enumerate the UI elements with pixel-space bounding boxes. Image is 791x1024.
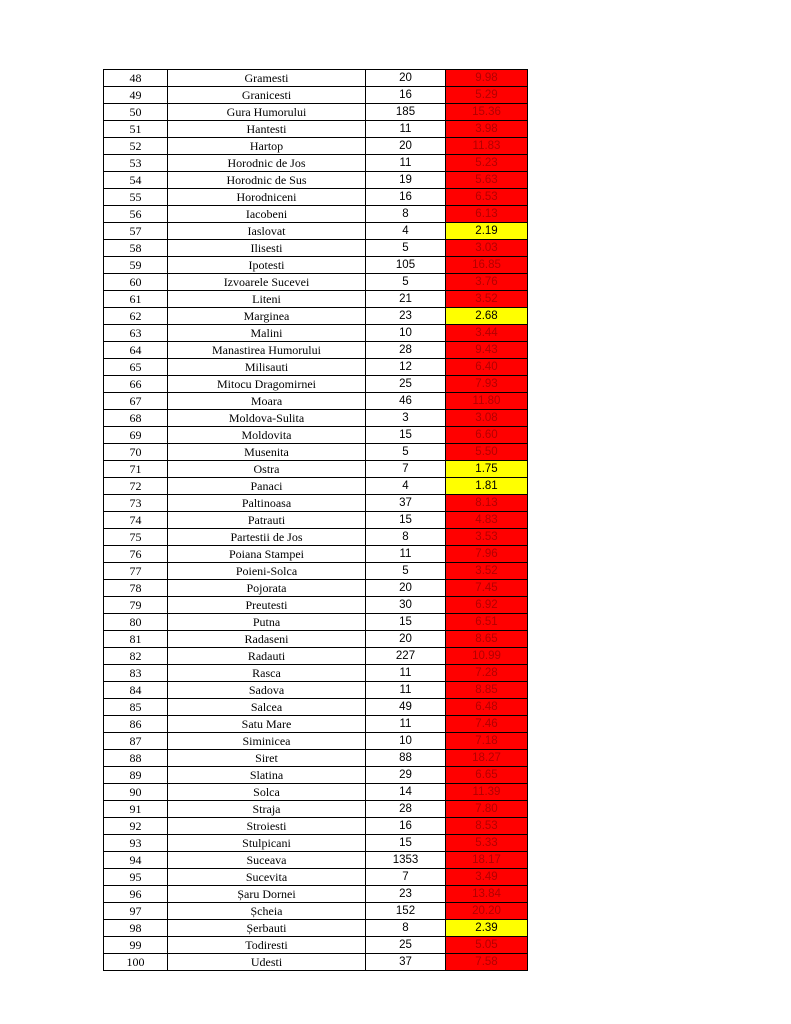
case-count-cell: 5 <box>366 240 446 257</box>
row-index-cell: 68 <box>104 410 168 427</box>
locality-name-cell: Manastirea Humorului <box>168 342 366 359</box>
incidence-rate-cell: 6.92 <box>446 597 528 614</box>
table-row <box>104 206 528 223</box>
row-index-cell: 98 <box>104 920 168 937</box>
row-index-cell: 97 <box>104 903 168 920</box>
locality-name-cell: Hartop <box>168 138 366 155</box>
incidence-rate-cell: 3.76 <box>446 274 528 291</box>
incidence-rate-cell: 2.39 <box>446 920 528 937</box>
incidence-rate-cell: 11.39 <box>446 784 528 801</box>
row-index-cell: 61 <box>104 291 168 308</box>
table-row <box>104 427 528 444</box>
case-count-cell: 11 <box>366 155 446 172</box>
row-index-cell: 69 <box>104 427 168 444</box>
case-count-cell: 16 <box>366 189 446 206</box>
case-count-cell: 8 <box>366 206 446 223</box>
case-count-cell: 20 <box>366 138 446 155</box>
case-count-cell: 15 <box>366 427 446 444</box>
locality-name-cell: Partestii de Jos <box>168 529 366 546</box>
table-row <box>104 189 528 206</box>
row-index-cell: 83 <box>104 665 168 682</box>
incidence-rate-cell: 3.08 <box>446 410 528 427</box>
case-count-cell: 5 <box>366 444 446 461</box>
incidence-rate-cell: 7.45 <box>446 580 528 597</box>
case-count-cell: 7 <box>366 869 446 886</box>
case-count-cell: 37 <box>366 495 446 512</box>
table-row <box>104 461 528 478</box>
locality-name-cell: Malini <box>168 325 366 342</box>
table-row <box>104 308 528 325</box>
row-index-cell: 94 <box>104 852 168 869</box>
incidence-rate-cell: 3.03 <box>446 240 528 257</box>
locality-name-cell: Musenita <box>168 444 366 461</box>
incidence-rate-cell: 8.65 <box>446 631 528 648</box>
table-row <box>104 359 528 376</box>
row-index-cell: 82 <box>104 648 168 665</box>
row-index-cell: 66 <box>104 376 168 393</box>
table-row <box>104 325 528 342</box>
case-count-cell: 25 <box>366 937 446 954</box>
table-row <box>104 869 528 886</box>
incidence-rate-cell: 6.53 <box>446 189 528 206</box>
incidence-rate-cell: 8.13 <box>446 495 528 512</box>
row-index-cell: 70 <box>104 444 168 461</box>
case-count-cell: 3 <box>366 410 446 427</box>
table-row <box>104 410 528 427</box>
row-index-cell: 57 <box>104 223 168 240</box>
locality-name-cell: Moara <box>168 393 366 410</box>
incidence-rate-cell: 4.83 <box>446 512 528 529</box>
incidence-rate-cell: 6.48 <box>446 699 528 716</box>
table-row <box>104 529 528 546</box>
table-row <box>104 478 528 495</box>
case-count-cell: 11 <box>366 716 446 733</box>
locality-name-cell: Panaci <box>168 478 366 495</box>
incidence-rate-cell: 1.81 <box>446 478 528 495</box>
case-count-cell: 25 <box>366 376 446 393</box>
row-index-cell: 88 <box>104 750 168 767</box>
case-count-cell: 28 <box>366 801 446 818</box>
table-row <box>104 767 528 784</box>
incidence-rate-cell: 7.46 <box>446 716 528 733</box>
case-count-cell: 8 <box>366 529 446 546</box>
incidence-rate-cell: 7.80 <box>446 801 528 818</box>
incidence-rate-cell: 3.53 <box>446 529 528 546</box>
table-row <box>104 886 528 903</box>
row-index-cell: 78 <box>104 580 168 597</box>
locality-name-cell: Izvoarele Sucevei <box>168 274 366 291</box>
locality-name-cell: Rasca <box>168 665 366 682</box>
incidence-rate-cell: 8.53 <box>446 818 528 835</box>
row-index-cell: 85 <box>104 699 168 716</box>
locality-name-cell: Liteni <box>168 291 366 308</box>
incidence-rate-cell: 3.52 <box>446 291 528 308</box>
locality-name-cell: Moldovita <box>168 427 366 444</box>
table-row <box>104 240 528 257</box>
case-count-cell: 30 <box>366 597 446 614</box>
row-index-cell: 80 <box>104 614 168 631</box>
row-index-cell: 64 <box>104 342 168 359</box>
case-count-cell: 46 <box>366 393 446 410</box>
table-row <box>104 784 528 801</box>
case-count-cell: 5 <box>366 274 446 291</box>
case-count-cell: 152 <box>366 903 446 920</box>
row-index-cell: 75 <box>104 529 168 546</box>
row-index-cell: 89 <box>104 767 168 784</box>
table-row <box>104 70 528 87</box>
row-index-cell: 67 <box>104 393 168 410</box>
case-count-cell: 20 <box>366 70 446 87</box>
locality-name-cell: Șcheia <box>168 903 366 920</box>
case-count-cell: 1353 <box>366 852 446 869</box>
table-row <box>104 291 528 308</box>
case-count-cell: 11 <box>366 546 446 563</box>
row-index-cell: 100 <box>104 954 168 971</box>
row-index-cell: 71 <box>104 461 168 478</box>
case-count-cell: 14 <box>366 784 446 801</box>
case-count-cell: 19 <box>366 172 446 189</box>
row-index-cell: 55 <box>104 189 168 206</box>
incidence-rate-cell: 2.19 <box>446 223 528 240</box>
case-count-cell: 10 <box>366 325 446 342</box>
row-index-cell: 79 <box>104 597 168 614</box>
table-row <box>104 852 528 869</box>
table-row <box>104 512 528 529</box>
locality-name-cell: Mitocu Dragomirnei <box>168 376 366 393</box>
table-row <box>104 444 528 461</box>
locality-name-cell: Putna <box>168 614 366 631</box>
locality-name-cell: Slatina <box>168 767 366 784</box>
incidence-rate-cell: 9.43 <box>446 342 528 359</box>
locality-name-cell: Ilisesti <box>168 240 366 257</box>
case-count-cell: 15 <box>366 512 446 529</box>
localities-table <box>103 69 528 971</box>
locality-name-cell: Udesti <box>168 954 366 971</box>
table-row <box>104 682 528 699</box>
table-row <box>104 172 528 189</box>
incidence-rate-cell: 7.18 <box>446 733 528 750</box>
locality-name-cell: Iacobeni <box>168 206 366 223</box>
table-row <box>104 920 528 937</box>
incidence-rate-cell: 3.49 <box>446 869 528 886</box>
locality-name-cell: Șerbauti <box>168 920 366 937</box>
incidence-rate-cell: 5.63 <box>446 172 528 189</box>
incidence-rate-cell: 6.13 <box>446 206 528 223</box>
row-index-cell: 72 <box>104 478 168 495</box>
incidence-rate-cell: 5.29 <box>446 87 528 104</box>
row-index-cell: 87 <box>104 733 168 750</box>
table-row <box>104 104 528 121</box>
incidence-rate-cell: 7.96 <box>446 546 528 563</box>
row-index-cell: 90 <box>104 784 168 801</box>
incidence-rate-cell: 20.20 <box>446 903 528 920</box>
table-row <box>104 614 528 631</box>
table-row <box>104 376 528 393</box>
incidence-rate-cell: 15.36 <box>446 104 528 121</box>
incidence-rate-cell: 5.50 <box>446 444 528 461</box>
row-index-cell: 54 <box>104 172 168 189</box>
row-index-cell: 93 <box>104 835 168 852</box>
locality-name-cell: Stulpicani <box>168 835 366 852</box>
row-index-cell: 95 <box>104 869 168 886</box>
incidence-rate-cell: 18.27 <box>446 750 528 767</box>
row-index-cell: 77 <box>104 563 168 580</box>
table-row <box>104 631 528 648</box>
incidence-rate-cell: 7.58 <box>446 954 528 971</box>
locality-name-cell: Moldova-Sulita <box>168 410 366 427</box>
locality-name-cell: Patrauti <box>168 512 366 529</box>
locality-name-cell: Sadova <box>168 682 366 699</box>
locality-name-cell: Radauti <box>168 648 366 665</box>
locality-name-cell: Horodnic de Sus <box>168 172 366 189</box>
table-row <box>104 87 528 104</box>
table-row <box>104 937 528 954</box>
locality-name-cell: Salcea <box>168 699 366 716</box>
locality-name-cell: Stroiesti <box>168 818 366 835</box>
table-row <box>104 546 528 563</box>
case-count-cell: 21 <box>366 291 446 308</box>
case-count-cell: 5 <box>366 563 446 580</box>
row-index-cell: 74 <box>104 512 168 529</box>
incidence-rate-cell: 7.28 <box>446 665 528 682</box>
case-count-cell: 88 <box>366 750 446 767</box>
row-index-cell: 62 <box>104 308 168 325</box>
row-index-cell: 52 <box>104 138 168 155</box>
row-index-cell: 65 <box>104 359 168 376</box>
case-count-cell: 28 <box>366 342 446 359</box>
incidence-rate-cell: 13.84 <box>446 886 528 903</box>
row-index-cell: 48 <box>104 70 168 87</box>
row-index-cell: 60 <box>104 274 168 291</box>
case-count-cell: 4 <box>366 223 446 240</box>
incidence-rate-cell: 11.83 <box>446 138 528 155</box>
case-count-cell: 7 <box>366 461 446 478</box>
incidence-rate-cell: 16.85 <box>446 257 528 274</box>
table-body <box>104 70 528 971</box>
case-count-cell: 20 <box>366 580 446 597</box>
incidence-rate-cell: 1.75 <box>446 461 528 478</box>
incidence-rate-cell: 2.68 <box>446 308 528 325</box>
row-index-cell: 49 <box>104 87 168 104</box>
table-row <box>104 563 528 580</box>
row-index-cell: 91 <box>104 801 168 818</box>
table-row <box>104 138 528 155</box>
case-count-cell: 23 <box>366 308 446 325</box>
table-row <box>104 750 528 767</box>
row-index-cell: 86 <box>104 716 168 733</box>
locality-name-cell: Paltinoasa <box>168 495 366 512</box>
case-count-cell: 227 <box>366 648 446 665</box>
incidence-rate-cell: 11.80 <box>446 393 528 410</box>
locality-name-cell: Gramesti <box>168 70 366 87</box>
row-index-cell: 96 <box>104 886 168 903</box>
incidence-rate-cell: 3.44 <box>446 325 528 342</box>
locality-name-cell: Iaslovat <box>168 223 366 240</box>
locality-name-cell: Horodnic de Jos <box>168 155 366 172</box>
row-index-cell: 76 <box>104 546 168 563</box>
case-count-cell: 23 <box>366 886 446 903</box>
case-count-cell: 10 <box>366 733 446 750</box>
table-row <box>104 699 528 716</box>
table-row <box>104 835 528 852</box>
case-count-cell: 11 <box>366 682 446 699</box>
row-index-cell: 99 <box>104 937 168 954</box>
incidence-rate-cell: 6.60 <box>446 427 528 444</box>
table-row <box>104 733 528 750</box>
locality-name-cell: Gura Humorului <box>168 104 366 121</box>
table-row <box>104 155 528 172</box>
incidence-rate-cell: 18.17 <box>446 852 528 869</box>
locality-name-cell: Todiresti <box>168 937 366 954</box>
incidence-rate-cell: 10.99 <box>446 648 528 665</box>
row-index-cell: 50 <box>104 104 168 121</box>
case-count-cell: 12 <box>366 359 446 376</box>
locality-name-cell: Straja <box>168 801 366 818</box>
table-row <box>104 393 528 410</box>
locality-name-cell: Solca <box>168 784 366 801</box>
case-count-cell: 185 <box>366 104 446 121</box>
row-index-cell: 73 <box>104 495 168 512</box>
case-count-cell: 20 <box>366 631 446 648</box>
incidence-rate-cell: 8.85 <box>446 682 528 699</box>
case-count-cell: 16 <box>366 818 446 835</box>
row-index-cell: 84 <box>104 682 168 699</box>
locality-name-cell: Siret <box>168 750 366 767</box>
locality-name-cell: Siminicea <box>168 733 366 750</box>
case-count-cell: 15 <box>366 835 446 852</box>
incidence-rate-cell: 5.33 <box>446 835 528 852</box>
locality-name-cell: Poieni-Solca <box>168 563 366 580</box>
locality-name-cell: Radaseni <box>168 631 366 648</box>
row-index-cell: 51 <box>104 121 168 138</box>
incidence-rate-cell: 3.52 <box>446 563 528 580</box>
table-row <box>104 903 528 920</box>
case-count-cell: 49 <box>366 699 446 716</box>
incidence-rate-cell: 9.98 <box>446 70 528 87</box>
case-count-cell: 11 <box>366 121 446 138</box>
locality-name-cell: Satu Mare <box>168 716 366 733</box>
table-row <box>104 597 528 614</box>
locality-name-cell: Ipotesti <box>168 257 366 274</box>
table-row <box>104 121 528 138</box>
incidence-rate-cell: 6.51 <box>446 614 528 631</box>
incidence-rate-cell: 5.23 <box>446 155 528 172</box>
case-count-cell: 16 <box>366 87 446 104</box>
locality-name-cell: Sucevita <box>168 869 366 886</box>
locality-name-cell: Suceava <box>168 852 366 869</box>
table-row <box>104 818 528 835</box>
row-index-cell: 53 <box>104 155 168 172</box>
locality-name-cell: Șaru Dornei <box>168 886 366 903</box>
incidence-rate-cell: 7.93 <box>446 376 528 393</box>
table-row <box>104 495 528 512</box>
locality-name-cell: Ostra <box>168 461 366 478</box>
locality-name-cell: Granicesti <box>168 87 366 104</box>
table-row <box>104 801 528 818</box>
case-count-cell: 105 <box>366 257 446 274</box>
table-row <box>104 665 528 682</box>
row-index-cell: 59 <box>104 257 168 274</box>
locality-name-cell: Marginea <box>168 308 366 325</box>
case-count-cell: 29 <box>366 767 446 784</box>
table-row <box>104 580 528 597</box>
incidence-rate-cell: 6.65 <box>446 767 528 784</box>
case-count-cell: 15 <box>366 614 446 631</box>
row-index-cell: 63 <box>104 325 168 342</box>
locality-name-cell: Poiana Stampei <box>168 546 366 563</box>
table-row <box>104 257 528 274</box>
case-count-cell: 11 <box>366 665 446 682</box>
row-index-cell: 92 <box>104 818 168 835</box>
table-row <box>104 342 528 359</box>
locality-name-cell: Pojorata <box>168 580 366 597</box>
locality-name-cell: Horodniceni <box>168 189 366 206</box>
incidence-rate-cell: 5.05 <box>446 937 528 954</box>
row-index-cell: 81 <box>104 631 168 648</box>
locality-name-cell: Preutesti <box>168 597 366 614</box>
incidence-rate-cell: 3.98 <box>446 121 528 138</box>
table-row <box>104 954 528 971</box>
table-row <box>104 223 528 240</box>
case-count-cell: 4 <box>366 478 446 495</box>
row-index-cell: 58 <box>104 240 168 257</box>
locality-name-cell: Milisauti <box>168 359 366 376</box>
table-row <box>104 648 528 665</box>
case-count-cell: 8 <box>366 920 446 937</box>
table-row <box>104 716 528 733</box>
case-count-cell: 37 <box>366 954 446 971</box>
locality-name-cell: Hantesti <box>168 121 366 138</box>
row-index-cell: 56 <box>104 206 168 223</box>
table-row <box>104 274 528 291</box>
incidence-rate-cell: 6.40 <box>446 359 528 376</box>
